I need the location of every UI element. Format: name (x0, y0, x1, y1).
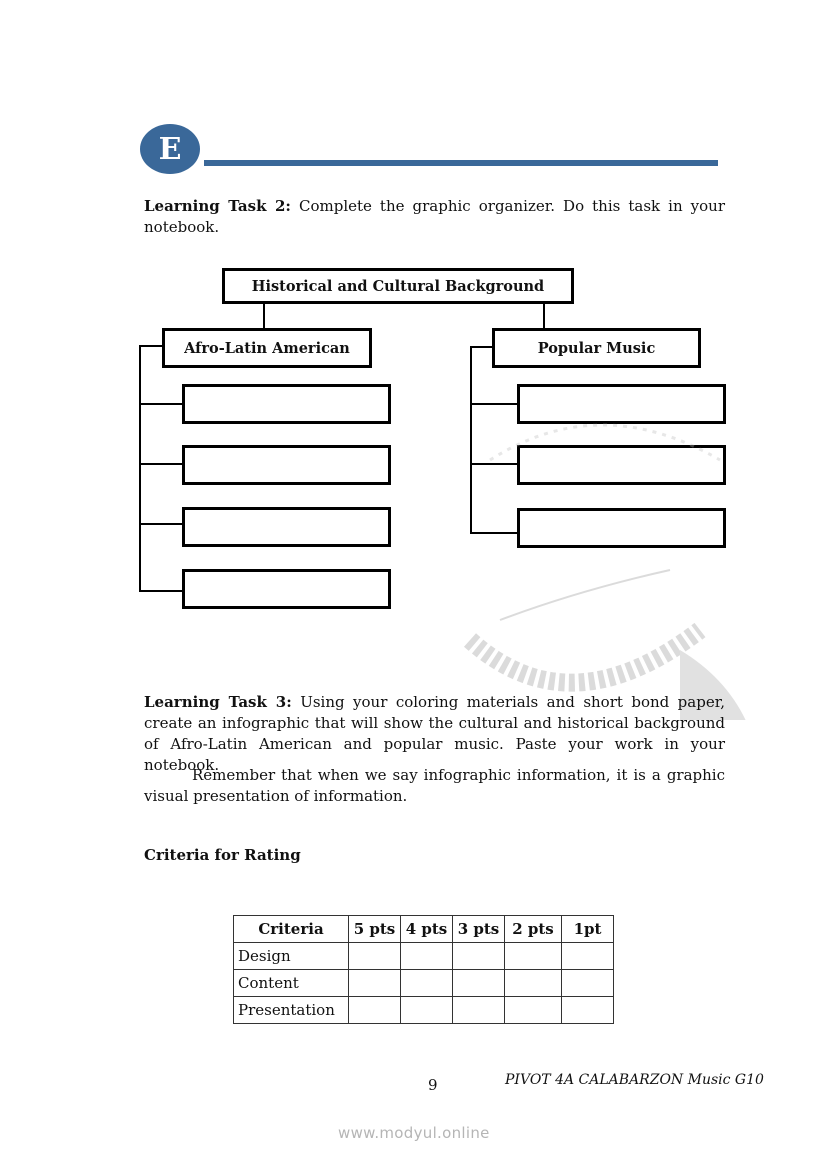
score-cell[interactable] (453, 997, 505, 1024)
score-cell[interactable] (401, 997, 453, 1024)
organizer-root-label: Historical and Cultural Background (251, 277, 545, 295)
score-cell[interactable] (562, 970, 614, 997)
score-cell[interactable] (505, 943, 562, 970)
score-cell[interactable] (349, 970, 401, 997)
task3-text: Using your coloring materials and short bond paper, create an infographic that will show the cultural and historical background of Afro-Latin American and popular music. Paste your work in your notebook. (144, 693, 725, 774)
row-label: Content (234, 970, 349, 997)
column-header: Criteria (234, 916, 349, 943)
website-link[interactable]: www.modyul.online (338, 1124, 490, 1142)
row-label: Design (234, 943, 349, 970)
task3-paragraph (144, 692, 725, 776)
task2-label: Learning Task 2: (144, 197, 291, 215)
table-row (234, 997, 614, 1024)
criteria-heading: Criteria for Rating (144, 846, 301, 864)
column-header: 1pt (562, 916, 614, 943)
connector-line (139, 463, 183, 465)
branch-label: Popular Music (537, 339, 656, 357)
task2-text: Complete the graphic organizer. Do this task in your notebook. (144, 197, 725, 236)
score-cell[interactable] (505, 997, 562, 1024)
connector-line (139, 403, 183, 405)
criteria-table (233, 915, 614, 1024)
score-cell[interactable] (453, 970, 505, 997)
blank-answer-box[interactable] (182, 445, 391, 485)
table-row (234, 970, 614, 997)
blank-answer-box[interactable] (182, 384, 391, 424)
blank-answer-box[interactable] (182, 569, 391, 609)
connector-line (139, 590, 183, 592)
task3-note: Remember that when we say infographic information, it is a graphic visual presentation of information. (144, 766, 725, 805)
score-cell[interactable] (562, 943, 614, 970)
connector-line (263, 304, 265, 330)
connector-line (139, 523, 183, 525)
score-cell[interactable] (505, 970, 562, 997)
column-header: 5 pts (349, 916, 401, 943)
footer-title: PIVOT 4A CALABARZON Music G10 (505, 1072, 764, 1088)
branch-box-popular-music (492, 328, 701, 368)
connector-line (470, 346, 493, 348)
score-cell[interactable] (453, 943, 505, 970)
score-cell[interactable] (401, 970, 453, 997)
branch-box-afro-latin (162, 328, 372, 368)
score-cell[interactable] (349, 943, 401, 970)
score-cell[interactable] (401, 943, 453, 970)
section-divider-line (204, 160, 718, 166)
table-row (234, 943, 614, 970)
column-header: 2 pts (505, 916, 562, 943)
section-letter-badge: E (140, 124, 200, 174)
page-number: 9 (428, 1076, 438, 1094)
connector-line (139, 345, 141, 592)
score-cell[interactable] (349, 997, 401, 1024)
task3-label: Learning Task 3: (144, 693, 292, 711)
connector-line (543, 304, 545, 329)
column-header: 3 pts (453, 916, 505, 943)
blank-answer-box[interactable] (182, 507, 391, 547)
task2-paragraph (144, 196, 725, 238)
connector-line (139, 345, 163, 347)
organizer-root-box (222, 268, 574, 304)
table-header-row (234, 916, 614, 943)
branch-label: Afro-Latin American (184, 339, 350, 357)
row-label: Presentation (234, 997, 349, 1024)
score-cell[interactable] (562, 997, 614, 1024)
seal-watermark-icon (380, 400, 760, 720)
column-header: 4 pts (401, 916, 453, 943)
